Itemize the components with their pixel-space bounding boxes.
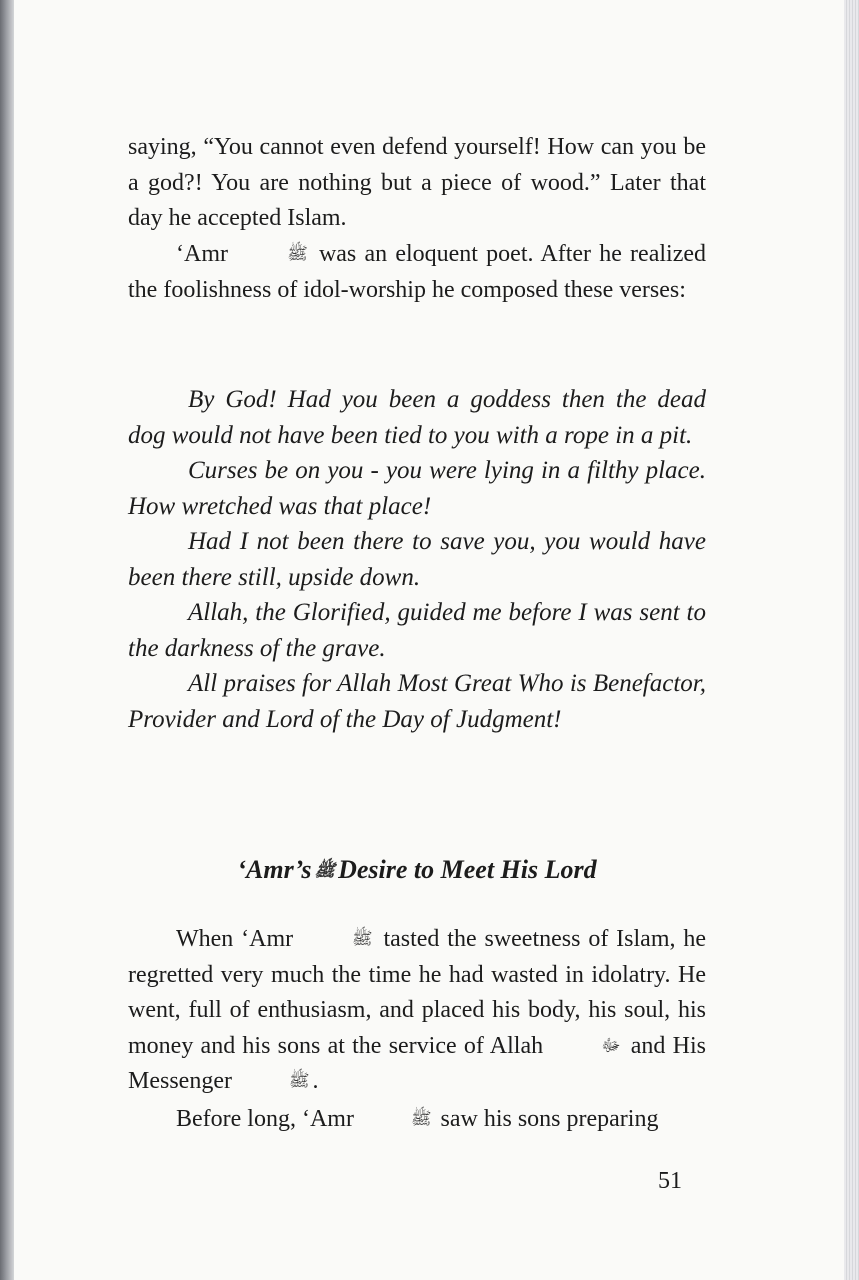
verse-4: Allah, the Glorified, guided me before I was sent to the darkness of the grave. (128, 599, 706, 662)
paragraph-sweetness-start: When ‘Amr (176, 926, 294, 952)
book-binding-edge (0, 0, 14, 1280)
amr-name: ‘Amr (176, 241, 228, 267)
paragraph-sweetness (128, 922, 706, 1100)
paragraph-sweetness-messenger: and His Messenger (128, 1032, 707, 1094)
verses-block (128, 382, 706, 737)
verse-2: Curses be on you - you were lying in a filthy place. How wretched was that place! (128, 457, 706, 520)
section-heading-title: Desire to Meet His Lord (338, 855, 597, 884)
paragraph-sons-start: Before long, ‘Amr (176, 1106, 354, 1132)
page-number: 51 (658, 1168, 682, 1194)
section-heading (128, 852, 706, 888)
paragraph-poet (128, 237, 706, 308)
paragraph-poet-text: was an eloquent poet. After he realized the foolishness of idol-worship he composed these verses: (128, 241, 706, 303)
paragraph-sweetness-end: . (312, 1068, 319, 1094)
paragraph-sons (128, 1102, 706, 1138)
honorific-icon: ﷺ (287, 244, 308, 263)
paragraph-sons-end: saw his sons preparing (440, 1106, 659, 1132)
paragraph-continuation: saying, “You cannot even defend yourself! How can you be a god?! You are nothing but a piece of wood.” Later that day he accepted Islam. (128, 134, 706, 231)
page-edges (844, 0, 859, 1280)
heading-honorific-icon: ﷺ (314, 861, 336, 880)
messenger-honorific-icon: ﷺ (288, 1071, 310, 1090)
honorific-icon: ﷺ (410, 1109, 432, 1128)
verse-3: Had I not been there to save you, you would have been there still, upside down. (128, 528, 706, 591)
verse-1: By God! Had you been a goddess then the dead dog would not have been tied to you with a rope in a pit. (128, 386, 706, 449)
honorific-icon: ﷺ (352, 929, 373, 948)
allah-honorific-icon: ﷻ (601, 1035, 621, 1055)
paragraph-sweetness-body: tasted the sweetness of Islam, he regretted very much the time he had wasted in idolatry. He went, full of enthusiasm, and placed his body, his soul, his money and his sons at the service of Allah (128, 926, 707, 1059)
section-heading-name: ‘Amr’s (237, 855, 312, 884)
verse-5: All praises for Allah Most Great Who is Benefactor, Provider and Lord of the Day of Judgment! (128, 670, 706, 733)
